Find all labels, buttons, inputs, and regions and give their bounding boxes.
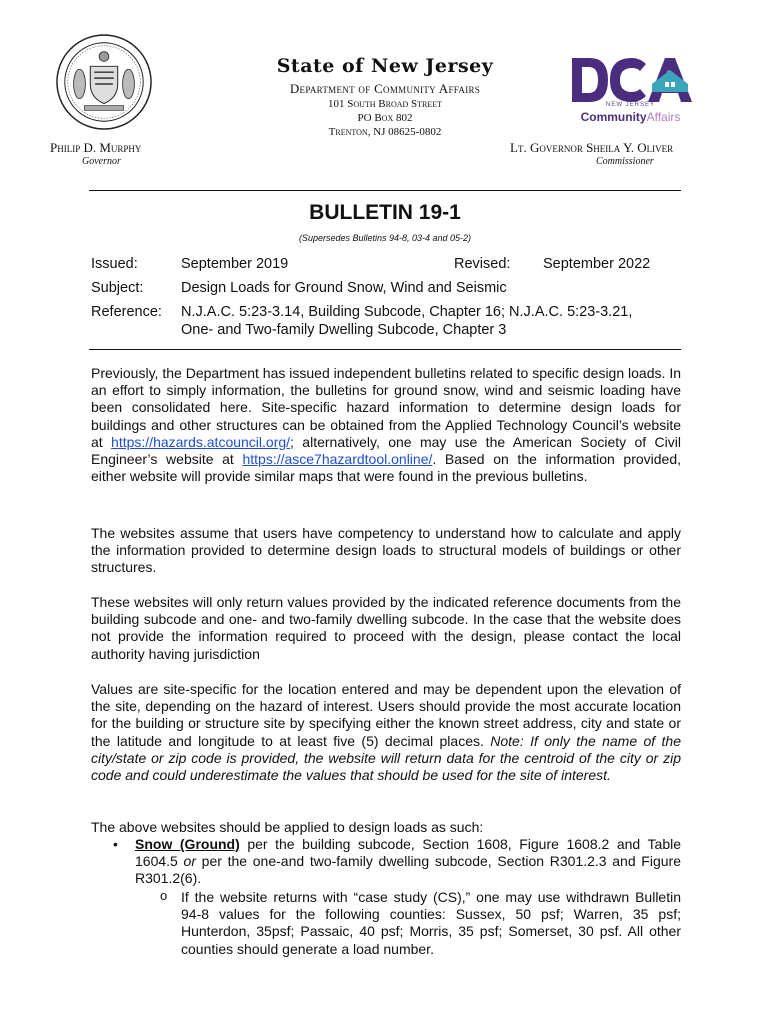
reference-line-1: N.J.A.C. 5:23-3.14, Building Subcode, Chapter 16; N.J.A.C. 5:23-3.21, [181, 304, 633, 320]
subject-label: Subject: [91, 280, 144, 296]
supersedes-note: (Supersedes Bulletins 94-8, 03-4 and 05-2) [298, 233, 472, 243]
subject-value: Design Loads for Ground Snow, Wind and Seismic [181, 280, 507, 296]
snow-ground-heading: Snow (Ground) [135, 836, 240, 852]
p4-text: Values are site-specific for the location entered and may be dependent upon the elevation of the site, depending on the hazard of interest. Users should provide the most accurate location for the building or structure site by specifying either the known street address, city and state or the latitude and longitude to at least five (5) decimal places. [91, 681, 681, 749]
reference-line-2: One- and Two-family Dwelling Subcode, Chapter 3 [181, 322, 507, 338]
paragraph-5: The above websites should be applied to design loads as such: [91, 819, 484, 835]
address-line-1: 101 South Broad Street [327, 98, 443, 110]
header-divider [89, 190, 681, 191]
p3-text: These websites will only return values provided by the indicated reference documents from the building subcode and one- and two-family dwelling subcode. In the case that the website does not provide the information required to proceed with the design, please contact the local authority having jurisdiction [91, 594, 681, 662]
atc-hazards-link[interactable]: https://hazards.atcouncil.org/ [111, 433, 291, 450]
dca-logo-text [568, 102, 693, 126]
address-line-3: Trenton, NJ 08625-0802 [328, 126, 442, 138]
case-study-sub-bullet: If the website returns with “case study (CS),” one may use withdrawn Bulletin 94-8 values for the following counties: Sussex, 50 psf; Warren, 35 psf; Hunterdon, 35psf; Passaic, 40 psf; Morris, 35 psf; Somerset, 30 psf. All other counties should generate a load number. [181, 889, 681, 957]
lt-governor-title: Commissioner [596, 156, 654, 167]
sub-bullet-marker: o [160, 888, 168, 903]
issued-value: September 2019 [181, 256, 289, 272]
asce-hazard-tool-link[interactable]: https://asce7hazardtool.online/ [242, 451, 433, 468]
address-line-2: PO Box 802 [357, 112, 413, 124]
governor-title: Governor [82, 156, 121, 167]
bullet-marker: • [113, 836, 118, 852]
paragraph-1 [91, 365, 681, 485]
reference-label: Reference: [91, 304, 162, 320]
b1-or: or [183, 853, 196, 870]
p1-text-c: . Based on the information provided, either website will provide similar maps that were found in the previous bulletins. [91, 451, 682, 485]
paragraph-3 [91, 594, 681, 663]
p2-text: The websites assume that users have competency to understand how to calculate and apply the information provided to determine design loads to structural models of buildings or other structures. [91, 525, 681, 576]
governor-name: Philip D. Murphy [50, 140, 142, 155]
p1-text-b: ; alternatively, one may use the American Society of Civil Engineer’s website at [91, 433, 681, 468]
revised-label: Revised: [454, 256, 511, 272]
b1-text-b: per the one-and two-family dwelling subcode, Section R301.2.3 and Figure R301.2(6). [135, 853, 681, 887]
lt-governor-name: Lt. Governor Sheila Y. Oliver [510, 140, 674, 155]
p4-note: Note: If only the name of the city/state or zip code is provided, the website will return data for the centroid of the city or zip code and could underestimate the values that should be used for the site of interest. [91, 732, 681, 784]
bulletin-title: BULLETIN 19-1 [309, 201, 461, 224]
meta-divider [89, 349, 681, 350]
paragraph-4 [91, 681, 681, 784]
logo-affairs: Affairs [646, 110, 681, 124]
department-name: Department of Community Affairs [289, 81, 481, 96]
state-title: State of New Jersey [276, 55, 494, 77]
snow-ground-bullet [135, 836, 681, 888]
revised-value: September 2022 [543, 256, 651, 272]
p1-text-a: Previously, the Department has issued independent bulletins related to specific design loads. In an effort to simply information, the bulletins for ground snow, wind and seismic loading have been consolidated here. Site-specific hazard information to determine design loads for buildings and other structures can be obtained from the Applied Technology Council’s website at [91, 365, 681, 450]
b1-text-a: per the building subcode, Section 1608, Figure 1608.2 and Table 1604.5 [135, 836, 681, 870]
logo-community-text [581, 110, 681, 124]
paragraph-2 [91, 525, 681, 577]
logo-community: Community [580, 110, 647, 124]
logo-small-text: NEW JERSEY [605, 102, 655, 108]
issued-label: Issued: [91, 256, 138, 272]
